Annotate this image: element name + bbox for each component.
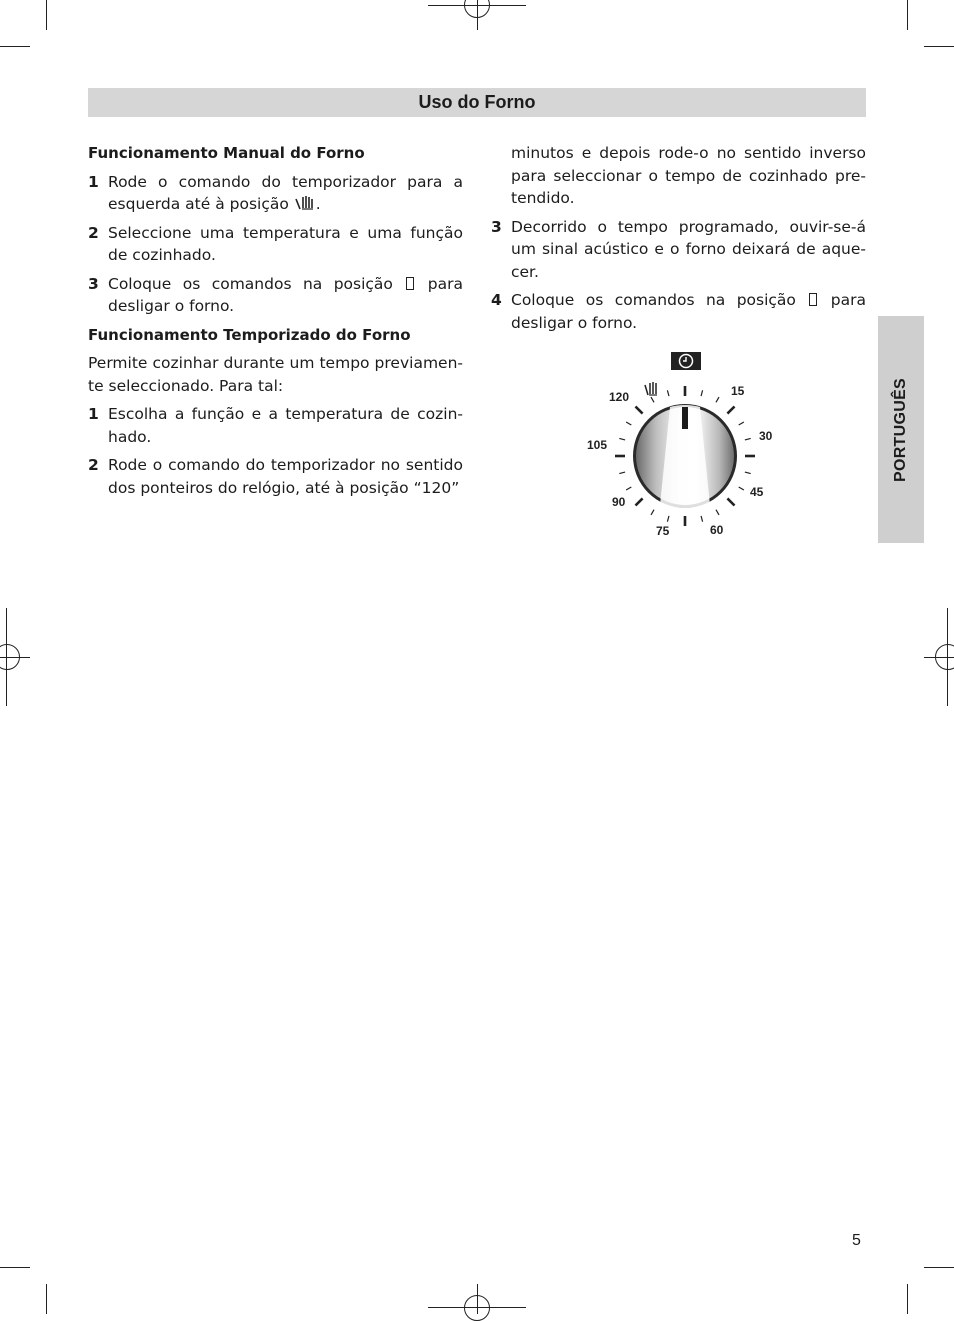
step-number: 2 [88,223,99,242]
page-number: 5 [852,1232,861,1249]
dial-tick [727,407,734,414]
timed-step-4 [491,289,866,334]
timed-step-2 [88,454,463,499]
registration-circle [0,644,20,670]
dial-tick [626,487,631,490]
step-text: Rode o comando do temporizador para a esquerda até à posição . [108,172,463,213]
registration-circle [464,0,490,18]
dial-tick [636,407,643,414]
left-column [88,142,463,505]
manual-heading: Funcionamento Manual do Forno [88,144,365,162]
crop-mark [907,1284,908,1314]
dial-tick [619,472,625,474]
page-title: Uso do Forno [88,88,866,117]
manual-step-1 [88,171,463,216]
step-text: Decorrido o tempo programado, ouvir-se-á um sinal acústico e o forno deixará de aque-cer. [511,217,866,281]
dial-tick [716,510,719,515]
crop-mark [0,1267,30,1268]
registration-circle [935,644,954,670]
language-tab [878,316,924,543]
off-position-icon [406,277,414,290]
step-number: 3 [491,217,502,236]
dial-label-75: 75 [656,524,670,538]
step-number: 3 [88,274,99,293]
crop-mark [924,46,954,47]
dial-tick [716,397,719,402]
step-number: 2 [88,456,99,474]
step-text: Coloque os comandos na posição para desligar o forno. [108,274,463,315]
crop-mark [46,1284,47,1314]
language-label: PORTUGUÊS [892,377,909,482]
step-number: 1 [88,172,99,191]
crop-mark [907,0,908,30]
registration-circle [464,1295,490,1321]
dial-tick [701,390,703,396]
dial-tick [651,397,654,402]
dial-tick [739,422,744,425]
dial-tick [619,438,625,440]
step-number: 1 [88,405,99,423]
clock-icon [671,352,701,370]
dial-tick [651,510,654,515]
dial-tick [745,438,751,440]
dial-label-90: 90 [612,495,626,509]
continuation-text: minutos e depois rode-o no sentido inverso para seleccionar o tempo de cozinhado pre-tendido. [511,144,866,207]
dial-label-15: 15 [731,384,745,398]
step-text: Coloque os comandos na posição para desligar o forno. [511,291,866,332]
step-text: Escolha a função e a temperatura de cozin-hado. [108,405,463,446]
manual-step-2 [88,222,463,267]
timed-step-1 [88,403,463,448]
dial-tick [727,498,734,505]
dial-label-45: 45 [750,485,764,499]
crop-mark [924,1267,954,1268]
right-column [491,142,866,340]
dial-tick [745,472,751,474]
dial-label-120: 120 [609,390,630,404]
dial-tick [739,487,744,490]
manual-hand-icon [645,382,657,395]
dial-tick [667,516,669,522]
crop-mark [46,0,47,30]
dial-tick [701,516,703,522]
dial-label-30: 30 [759,429,773,443]
off-position-icon [809,293,817,306]
step-text: Rode o comando do temporizador no sentido dos ponteiros do relógio, até à posição “120” [108,456,463,497]
timed-intro: Permite cozinhar durante um tempo previamen-te seleccionado. Para tal: [88,354,463,395]
timed-step-3 [491,216,866,284]
dial-tick [636,498,643,505]
dial-knob [633,404,737,508]
step-text: Seleccione uma temperatura e uma função de cozinhado. [108,223,463,264]
manual-step-3 [88,273,463,318]
dial-tick [626,422,631,425]
timed-heading: Funcionamento Temporizado do Forno [88,325,411,344]
dial-label-105: 105 [587,438,608,452]
timer-dial [560,345,810,545]
crop-mark [0,46,30,47]
dial-label-60: 60 [710,523,724,537]
dial-tick [667,390,669,396]
step-number: 4 [491,291,502,309]
manual-hand-icon [294,195,316,211]
